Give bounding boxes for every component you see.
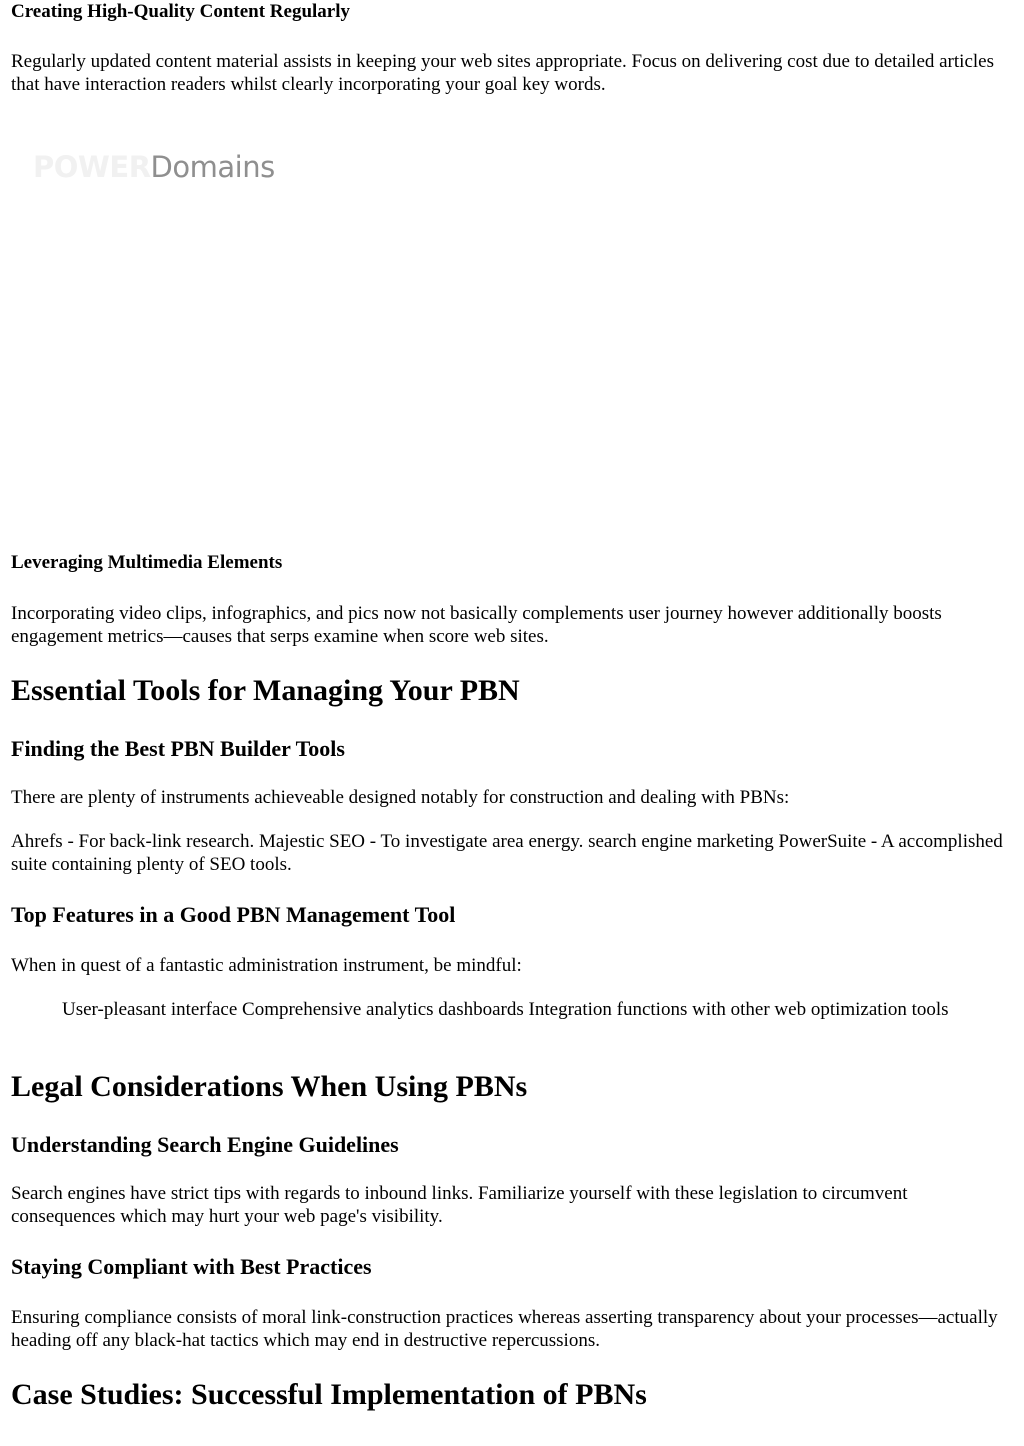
powerdomains-logo bbox=[33, 150, 275, 184]
paragraph-compliance: Ensuring compliance consists of moral link-construction practices whereas asserting transparency about your processes—actually heading off any black-hat tactics which may end in destructive repercussions. bbox=[11, 1307, 998, 1351]
heading-top-features: Top Features in a Good PBN Management Tool bbox=[11, 902, 456, 927]
logo-image bbox=[11, 120, 1011, 540]
paragraph-quality-content: Regularly updated content material assists in keeping your web sites appropriate. Focus on delivering cost due to detailed articles that have interaction readers whilst clearly incorporating your goal key words. bbox=[11, 51, 994, 95]
paragraph-multimedia: Incorporating video clips, infographics, and pics now not basically complements user journey however additionally boosts engagement metrics—causes that serps examine when score web sites. bbox=[11, 603, 942, 647]
list-features: User-pleasant interface Comprehensive analytics dashboards Integration functions with other web optimization tools bbox=[62, 999, 949, 1020]
heading-legal-considerations: Legal Considerations When Using PBNs bbox=[11, 1070, 528, 1103]
heading-case-studies: Case Studies: Successful Implementation of PBNs bbox=[11, 1378, 647, 1411]
paragraph-features-intro: When in quest of a fantastic administration instrument, be mindful: bbox=[11, 955, 522, 976]
section-heading-multimedia: Leveraging Multimedia Elements bbox=[11, 552, 283, 573]
heading-search-engine-guidelines: Understanding Search Engine Guidelines bbox=[11, 1132, 399, 1157]
logo-power-text: POWER bbox=[33, 150, 151, 184]
paragraph-builder-intro: There are plenty of instruments achieveable designed notably for construction and dealing with PBNs: bbox=[11, 787, 790, 808]
logo-domains-text: Domains bbox=[150, 150, 275, 184]
section-heading-quality-content: Creating High-Quality Content Regularly bbox=[11, 1, 351, 22]
paragraph-guidelines: Search engines have strict tips with regards to inbound links. Familiarize yourself with these legislation to circumvent consequences which may hurt your web page's visibility. bbox=[11, 1183, 908, 1227]
heading-essential-tools: Essential Tools for Managing Your PBN bbox=[11, 674, 520, 707]
heading-staying-compliant: Staying Compliant with Best Practices bbox=[11, 1254, 372, 1279]
list-builder-tools: Ahrefs - For back-link research. Majestic SEO - To investigate area energy. search engine marketing PowerSuite - A accomplished suite containing plenty of SEO tools. bbox=[11, 831, 1003, 875]
heading-builder-tools: Finding the Best PBN Builder Tools bbox=[11, 736, 345, 761]
